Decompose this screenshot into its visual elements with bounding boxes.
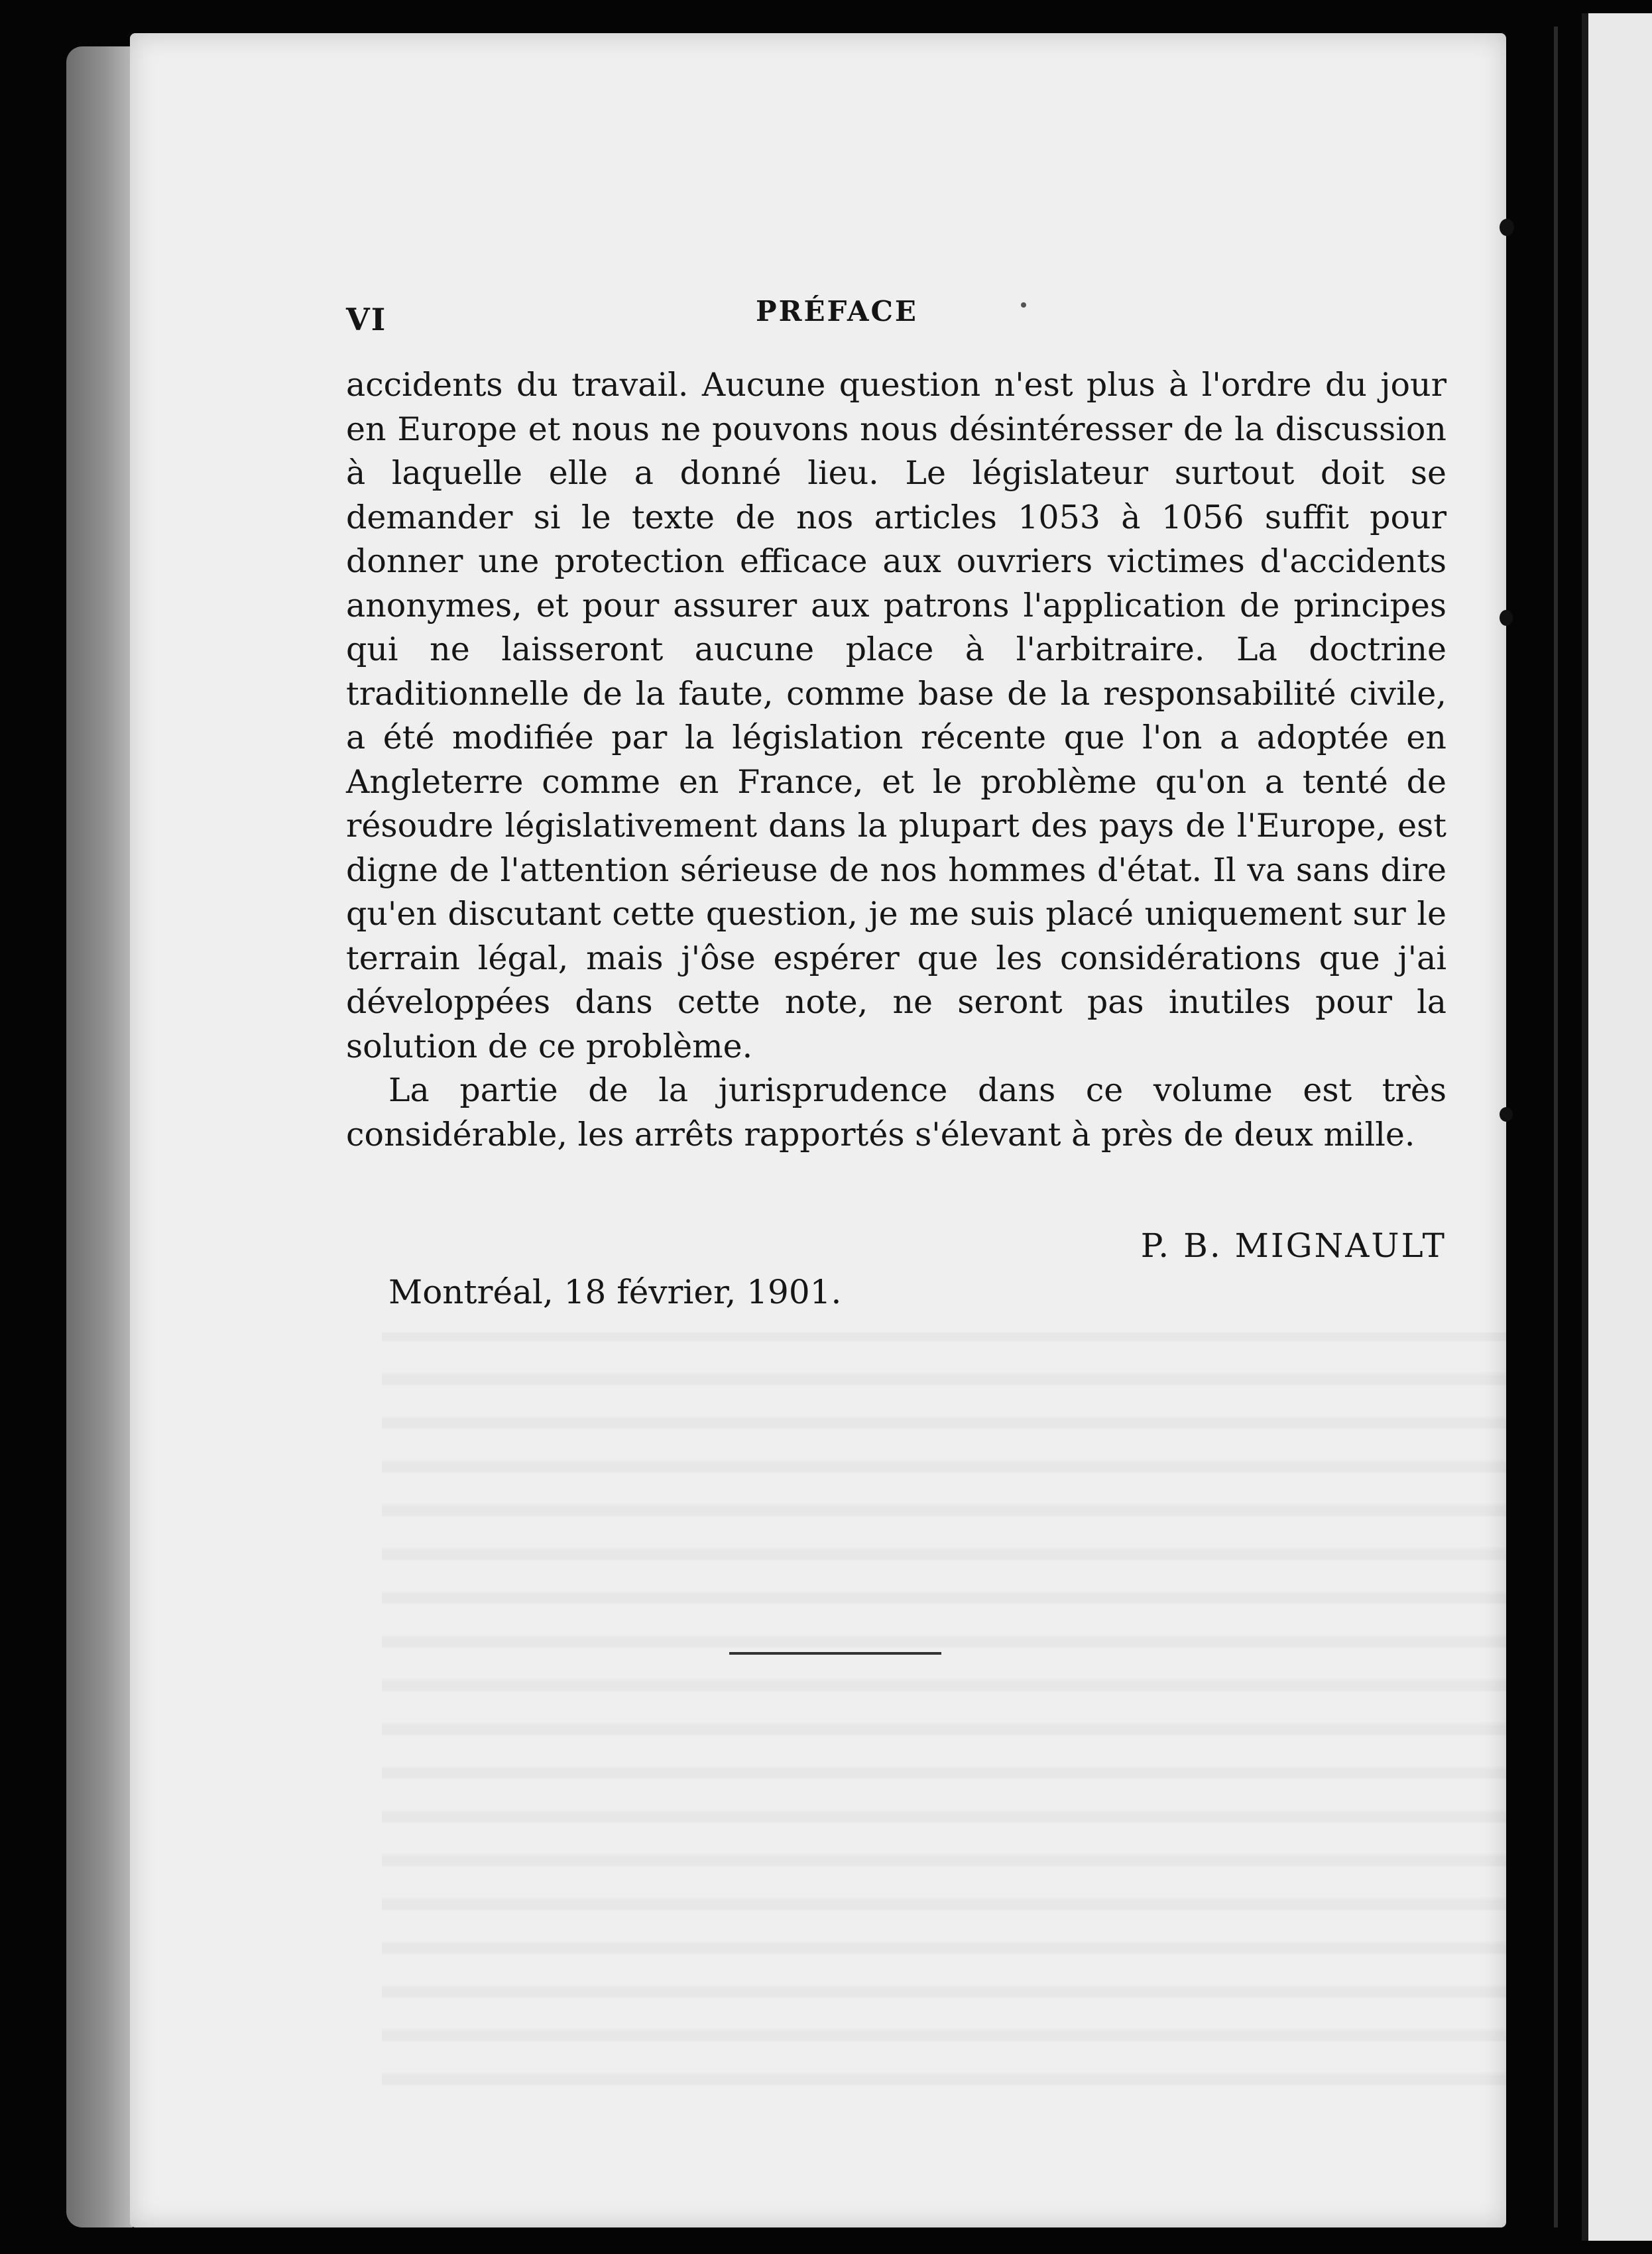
paragraph-jurisprudence: La partie de la jurisprudence dans ce volume est très considérable, les arrêts rapportés s'élevant à près de deux mille. (346, 1071, 1446, 1154)
adjacent-page-edge (1582, 13, 1652, 2241)
scan-speck (1500, 610, 1513, 626)
scan-speck (1021, 302, 1026, 308)
binding-shadow (1554, 27, 1558, 2227)
book-left-edge (66, 46, 133, 2227)
running-head: PRÉFACE (756, 295, 918, 327)
author-signature: P. B. MIGNAULT (1140, 1226, 1446, 1265)
page-header (130, 295, 1506, 348)
scan-speck (1500, 1107, 1513, 1122)
bleed-through-texture (382, 1333, 1509, 2115)
dateline: Montréal, 18 février, 1901. (388, 1273, 842, 1311)
document-page (130, 33, 1506, 2227)
preface-body (346, 363, 1446, 1157)
page-number: VI (346, 302, 387, 337)
paragraph-continuation: accidents du travail. Aucune question n'est plus à l'ordre du jour en Europe et nous ne pouvons nous désintéresser de la discussion à laquelle elle a donné lieu. Le législateur surtout doit se demander si le texte de nos articles 1053 à 1056 suffit pour donner une protection efficace aux ouvriers victimes d'accidents anonymes, et pour assurer aux patrons l'application de principes qui ne laisseront aucune place à l'arbitraire. La doctrine traditionnelle de la faute, comme base de la responsabilité civile, a été modifiée par la législation récente que l'on a adoptée en Angleterre comme en France, et le problème qu'on a tenté de résoudre législativement dans la plupart des pays de l'Europe, est digne de l'attention sérieuse de nos hommes d'état. Il va sans dire qu'en discutant cette question, je me suis placé uniquement sur le terrain légal, mais j'ôse espérer que les considérations que j'ai développées dans cette note, ne seront pas inutiles pour la solution de ce problème. (346, 366, 1446, 1065)
scan-speck (1500, 219, 1514, 236)
end-rule (729, 1652, 941, 1655)
